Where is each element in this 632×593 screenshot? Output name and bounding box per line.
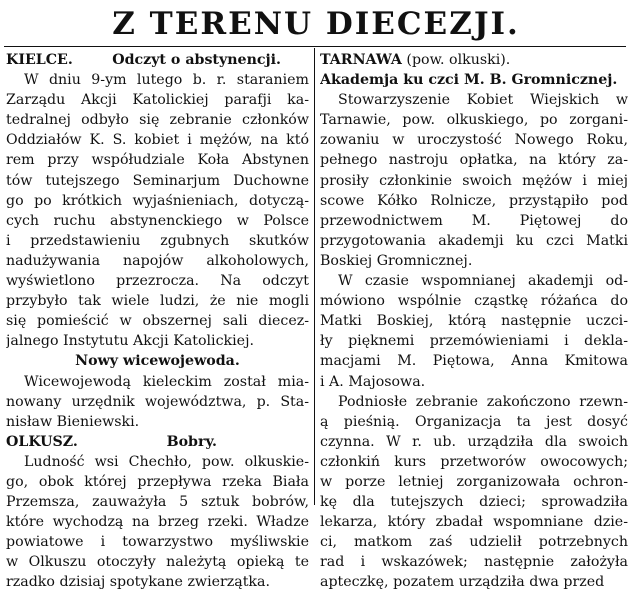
text-line: w Olkuszu otoczyły należytą opieką te <box>6 554 309 571</box>
text-line: przewodnictwem M. Piętowej do <box>320 212 628 229</box>
wice-headline: Nowy wicewojewoda. <box>75 353 240 370</box>
text-line: wyświetlono przezrocza. Na odczyt <box>6 273 309 290</box>
column-divider <box>314 48 315 505</box>
text-line: zowaniu w uroczystość Nowego Roku, <box>320 132 628 149</box>
text-line: kę dla tutejszych dzieci; sprowadziła <box>320 494 628 511</box>
tarnawa-paragraph-2 <box>320 271 628 392</box>
text-line: członkiń kurs przetworów owocowych; <box>320 453 628 470</box>
tarnawa-header <box>320 50 628 70</box>
tarnawa-headline: Akademja ku czci M. B. Gromnicznej. <box>320 72 618 89</box>
tarnawa-paragraph-3 <box>320 392 628 593</box>
olkusz-place: OLKUSZ. <box>6 433 78 450</box>
text-line: ci, matkom zaś udzielił potrzebnych <box>320 534 628 551</box>
olkusz-headline: Bobry. <box>166 433 217 450</box>
text-line: rad i wskazówek; następnie założyła <box>320 554 628 571</box>
text-line: powiatowe i towarzystwo myśliwskie <box>6 534 309 551</box>
text-line: pełnego nastroju opłatka, na który za- <box>320 152 628 169</box>
tarnawa-paragraph-1 <box>320 90 628 271</box>
kielce-article <box>6 70 309 351</box>
text-line: jalnego Instytutu Akcji Katolickiej. <box>6 333 254 350</box>
text-line: tedralnej odbyło się zebranie członków <box>6 112 309 129</box>
text-line: macjami M. Piętowa, Anna Kmitowa <box>320 353 628 370</box>
text-line: rzadko dzisiaj spotykane zwierzątka. <box>6 574 270 591</box>
text-line: Ludność wsi Chechło, pow. olkuskie- <box>24 453 309 470</box>
kielce-headline: Odczyt o abstynencji. <box>112 52 281 68</box>
text-line: ą pieśnią. Organizacja ta jest dosyć <box>320 413 628 430</box>
left-column <box>6 50 309 593</box>
text-line: w porze letniej zorganizowała ochron- <box>320 473 628 490</box>
text-line: rem przy współudziale Koła Abstynen <box>6 152 309 169</box>
wice-article <box>6 372 309 432</box>
text-line: Matki Boskiej, którą następnie uczci- <box>320 313 628 330</box>
tarnawa-place-note: (pow. olkuski). <box>406 52 511 68</box>
text-line: mówiono wspólnie cząstkę różańca do <box>320 293 628 310</box>
text-line: ły pięknemi przemówieniami i dekla- <box>320 333 628 350</box>
text-line: Zarządu Akcji Katolickiej parafji ka- <box>6 92 309 109</box>
tarnawa-place: TARNAWA <box>320 52 402 68</box>
text-line: W czasie wspomnianej akademji od- <box>338 273 628 290</box>
text-line: Stowarzyszenie Kobiet Wiejskich w <box>338 92 628 109</box>
text-line: czynna. W r. ub. urządziła dla swoich <box>320 433 628 450</box>
text-line: go, obok której przepływa rzeka Biała <box>6 473 309 490</box>
text-line: nisław Bieniewski. <box>6 413 140 430</box>
text-line: tów tutejszego Seminarjum Duchowne <box>6 172 309 189</box>
text-line: lekarza, który zbadał wspomniane dzie- <box>320 514 628 531</box>
text-line: Oddziałów K. S. kobiet i mężów, na któ <box>6 132 309 149</box>
title-underline <box>4 46 626 47</box>
text-line: Przemsza, zauważyła 5 sztuk bobrów, <box>6 494 309 511</box>
text-line: Boskiej Gromnicznej. <box>320 252 473 269</box>
text-line: scowe Kółko Rolnicze, przystąpiło pod <box>320 192 628 209</box>
text-line: się pomieścić w obszernej sali diecez- <box>6 313 309 330</box>
text-line: Tarnawie, pow. olkuskiego, po zorgani- <box>320 112 628 129</box>
text-line: apteczkę, pozatem urządziła dwa przed <box>320 574 605 591</box>
olkusz-header <box>6 432 309 452</box>
text-line: cych ruchu abstynenckiego w Polsce <box>6 212 309 229</box>
text-line: i przedstawieniu zgubnych skutków <box>6 232 309 249</box>
text-line: nowany urzędnik województwa, p. Sta- <box>6 393 309 410</box>
text-line: przybyło tak wiele ludzi, że nie mogli <box>6 293 309 310</box>
text-line: W dniu 9-ym lutego b. r. staraniem <box>24 72 309 89</box>
text-line: go po krótkich wyjaśnieniach, dotyczą- <box>6 192 309 209</box>
kielce-header <box>6 50 309 70</box>
text-line: nadużywania napojów alkoholowych, <box>6 252 309 269</box>
olkusz-article <box>6 452 309 593</box>
text-line: przygotowania akademji ku czci Matki <box>320 232 628 249</box>
section-title: Z TERENU DIECEZJI. <box>112 6 520 42</box>
kielce-place: KIELCE. <box>6 52 73 68</box>
text-line: które wychodzą na brzeg rzeki. Władze <box>6 514 309 531</box>
text-line: Wicewojewodą kieleckim został mia- <box>24 373 309 390</box>
text-line: prosiły członkinie swoich mężów i miej <box>320 172 628 189</box>
text-line: i A. Majosowa. <box>320 373 426 390</box>
text-line: Podniosłe zebranie zakończono rzewn- <box>338 393 628 410</box>
right-column <box>320 50 628 593</box>
